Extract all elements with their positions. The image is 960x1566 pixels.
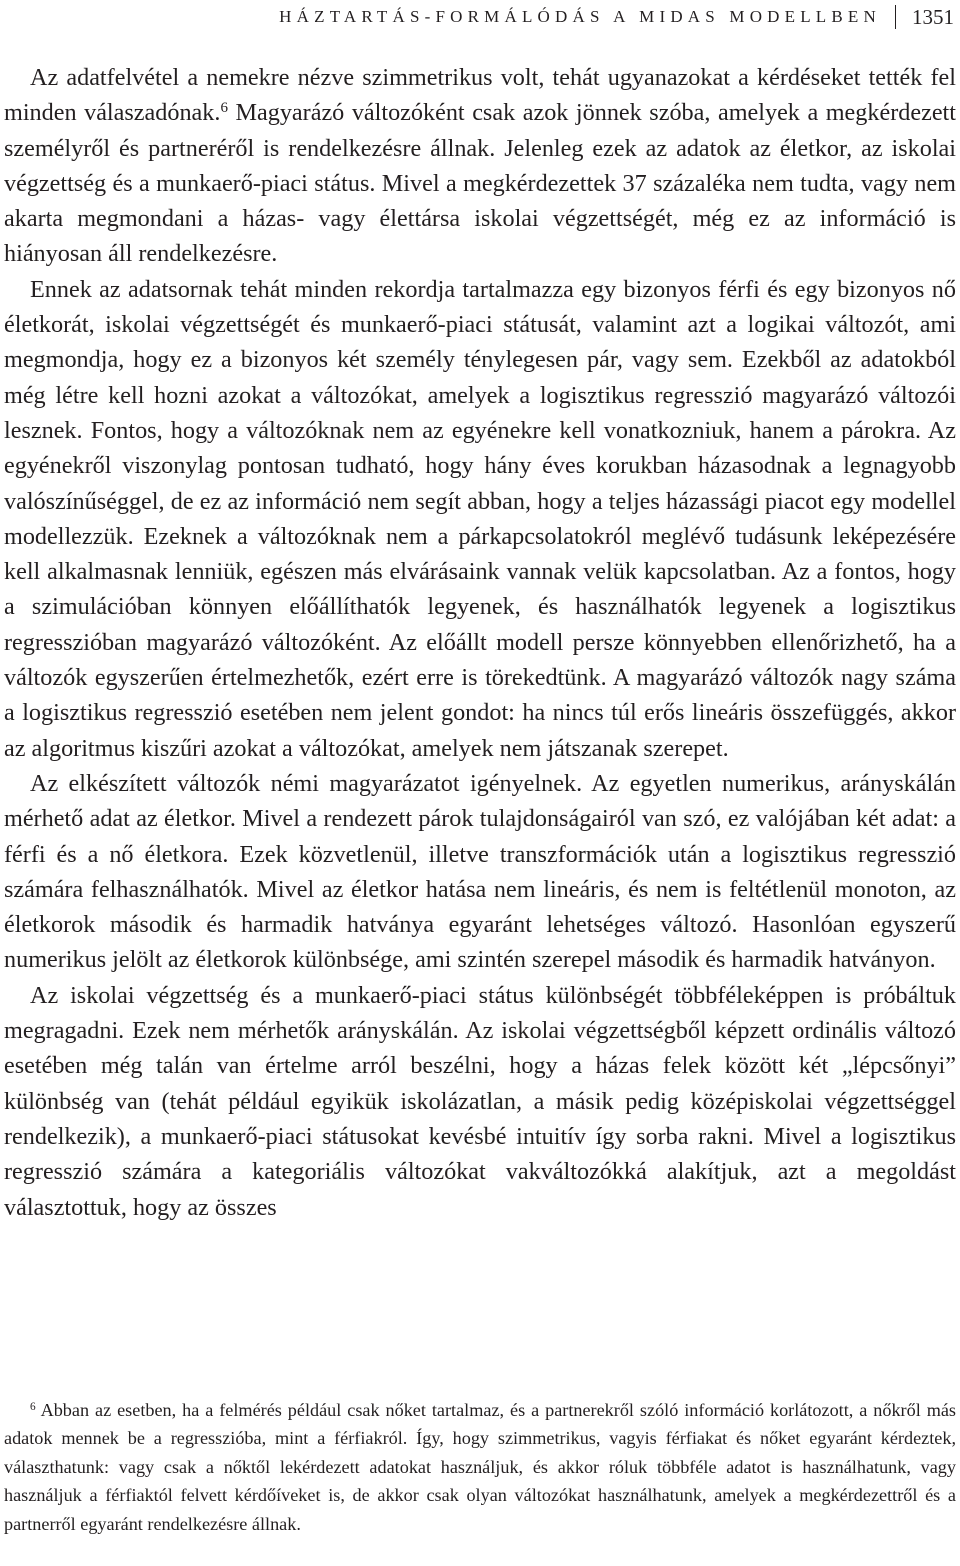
running-header xyxy=(0,4,954,30)
running-title: HÁZTARTÁS-FORMÁLÓDÁS A MIDAS MODELLBEN xyxy=(279,7,881,26)
footnote xyxy=(4,1396,956,1538)
paragraph-text: Az adatfelvétel a nemekre nézve szimmetrikus volt, tehát ugyanazokat a kérdéseket tették fel minden válaszadónak. xyxy=(4,64,956,127)
footnote-area xyxy=(4,1396,956,1538)
paragraph: Az elkészített változók némi magyarázatot igényelnek. Az egyetlen numerikus, arányskálán mérhető adat az életkor. Mivel a rendezett párok tulajdonságairól van szó, ez valójában két adat: a férfi és a nő életkora. Ezek közvetlenül, illetve transzformációk után a logisztikus regresszió számára felhasználhatók. Mivel az életkor hatása nem lineáris, és nem is feltétlenül monoton, az életkorok második és harmadik hatványa egyaránt lehetséges változó. Hasonlóan egyszerű numerikus jelölt az életkorok különbsége, ami szintén szerepel második és harmadik hatványon. xyxy=(4,769,956,974)
footnote-number: 6 xyxy=(30,1400,36,1413)
header-divider xyxy=(895,5,896,29)
page-number: 1351 xyxy=(912,4,954,29)
paragraph: Ennek az adatsornak tehát minden rekordja tartalmazza egy bizonyos férfi és egy bizonyos nő életkorát, iskolai végzettségét és munkaerő-piaci státusát, valamint azt a logikai változót, ami megmondja, hogy ez a bizonyos két személy ténylegesen pár, vagy sem. Ezekből az adatokból még létre kell hozni azokat a változókat, amelyek a logisztikus regresszió magyarázó változói lesznek. Fontos, hogy a változóknak nem az egyénekre kell vonatkozniuk, hanem a párokra. Az egyénekről viszonylag pontosan tudható, hogy hány éves korukban házasodnak a legnagyobb valószínűséggel, de ez az információ nem segít abban, hogy a teljes házassági piacot egy modellel modellezzük. Ezeknek a változóknak nem a párkapcsolatokról meglévő tudásunk leképezésére kell alkalmasnak lenniük, egészen más elvárásaink vannak velük kapcsolatban. Az a fontos, hogy a szimulációban könnyen előállíthatók legyenek, és használhatók legyenek a logisztikus regresszióban magyarázó változóként. Az előállt modell persze könnyebben ellenőrizhető, ha a változók egyszerűen értelmezhetők, ezért erre is törekedtünk. A magyarázó változók nagy száma a logisztikus regresszió esetében nem jelent gondot: ha nincs túl erős lineáris összefüggés, akkor az algoritmus kiszűri azokat a változókat, amelyek nem játszanak szerepet. xyxy=(4,275,956,762)
paragraph xyxy=(4,60,956,272)
paragraph-text: Magyarázó változóként csak azok jönnek szóba, amelyek a megkérdezett személyről és partneréről is rendelkezésre állnak. Jelenleg ezek az adatok az életkor, az iskolai végzettség és a munkaerő-piaci státus. Mivel a megkérdezettek 37 százaléka nem tudta, vagy nem akarta megmondani a házas- vagy élettársa iskolai végzettségét, még ez az információ is hiányosan áll rendelkezésre. xyxy=(4,99,956,268)
body-text xyxy=(4,60,956,1225)
paragraph: Az iskolai végzettség és a munkaerő-piaci státus különbségét többféleképpen is próbáltuk megragadni. Ezek nem mérhetők arányskálán. Az iskolai végzettségből képzett ordinális változó esetében még talán van értelme arról beszélni, hogy a házas felek között két „lépcsőnyi” különbség van (tehát például egyikük iskolázatlan, a másik pedig középiskolai végzettséggel rendelkezik), a munkaerő-piaci státusokat kevésbé intuitív így sorba rakni. Mivel a logisztikus regresszió számára a kategoriális változókat vakváltozókká alakítjuk, azt a megoldást választottuk, hogy az összes xyxy=(4,981,956,1221)
footnote-text: Abban az esetben, ha a felmérés például csak nőket tartalmaz, és a partnerekről szóló információ korlátozott, a nőkről más adatok mennek be a regresszióba, mint a férfiakról. Így, hogy szimmetrikus, vagyis férfiakat és nőket egyaránt kérdeztek, választhatunk: vagy csak a nőktől lekérdezett adatokat használjuk, és akkor róluk többféle adatot is használhatunk, vagy használjuk a férfiaktól felvett kérdőíveket is, de akkor csak olyan változókat használhatunk, amelyek a megkérdezettről és a partnerről egyaránt rendelkezésre állnak. xyxy=(4,1400,956,1534)
footnote-reference: 6 xyxy=(220,100,228,117)
